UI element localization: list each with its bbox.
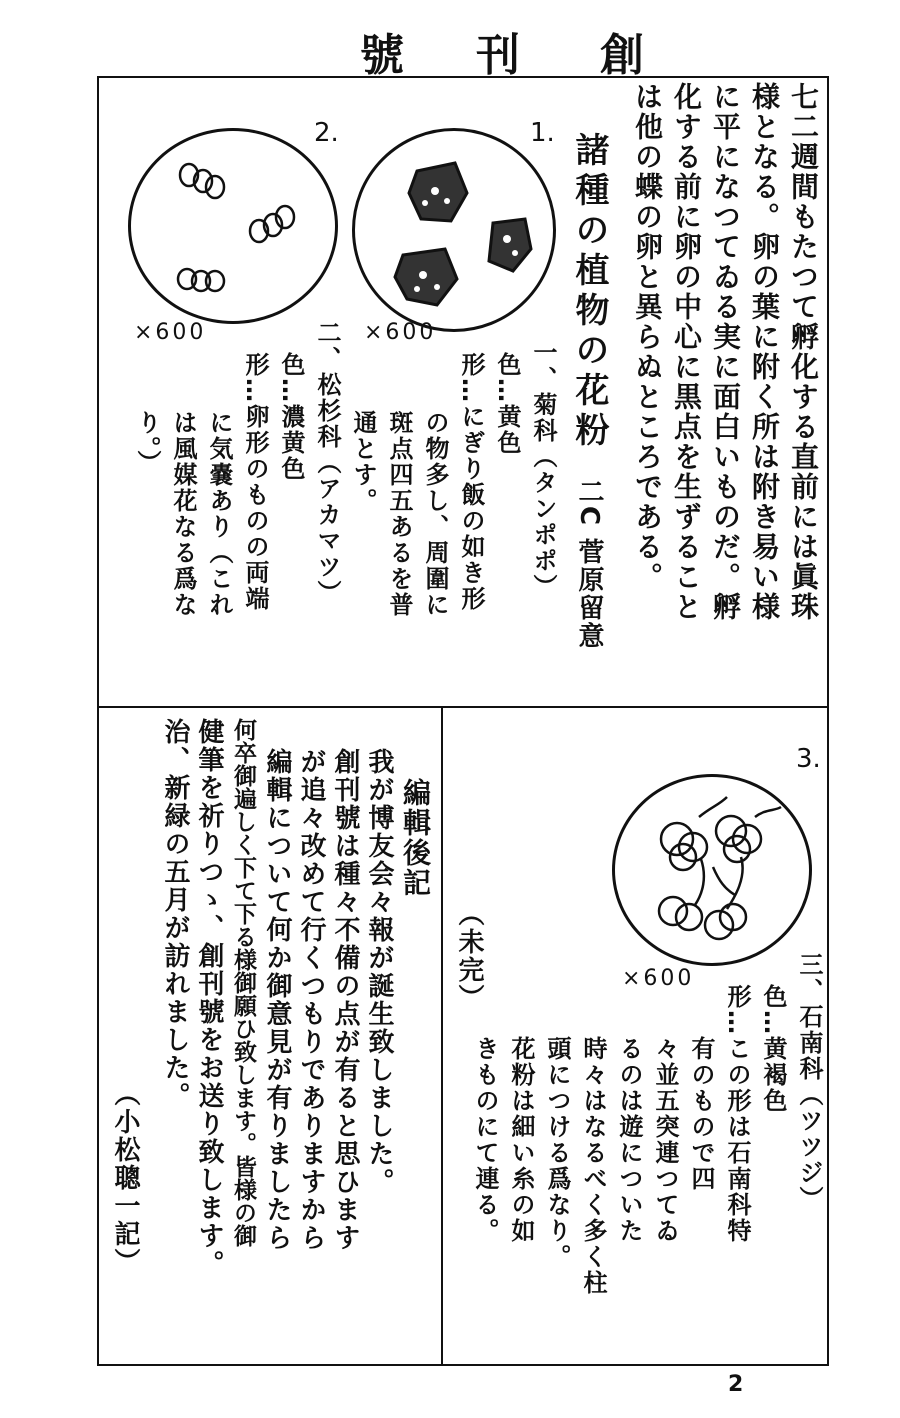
horizontal-divider bbox=[97, 706, 829, 708]
section1-heading: 一、菊科（タンポポ） bbox=[529, 340, 557, 600]
postscript-signature: （小松聰一記） bbox=[110, 1080, 140, 1276]
pollen-author: 二C 菅原留意 bbox=[574, 478, 604, 651]
postscript-col-6: 健筆を祈りつゝ、創刊號をお送り致します。 bbox=[194, 718, 224, 1278]
section3-shape-4: るのは遊についた bbox=[615, 1036, 643, 1244]
postscript-col-3: が追々改めて行くつもりでありますから bbox=[296, 748, 326, 1252]
section3-shape-7: 花粉は細い糸の如 bbox=[507, 1036, 535, 1244]
egg-text-col-4: 化する前に卵の中心に黒点を生ずること bbox=[670, 82, 703, 622]
postscript-col-7: 治、新緑の五月が訪れました。 bbox=[160, 718, 190, 1110]
header-char-3: 創 bbox=[600, 30, 644, 81]
section3-shape-5: 時々はなるべく多く柱 bbox=[579, 1036, 607, 1296]
postscript-col-4: 編輯について何か御意見が有りましたら bbox=[262, 748, 292, 1252]
section1-shape-4: 通とす。 bbox=[349, 410, 377, 514]
section2-shape-3: は風媒花なる爲な bbox=[169, 410, 197, 618]
postscript-col-2: 創刊號は種々不備の点が有ると思ひます bbox=[330, 748, 360, 1252]
section2-shape-1: 形…卵形のものの両端 bbox=[241, 352, 269, 612]
section3-shape-6: 頭につける爲なり。 bbox=[543, 1036, 571, 1270]
page-number: 2 bbox=[728, 1372, 744, 1397]
section2-shape-2: に気嚢あり（これ bbox=[205, 410, 233, 618]
egg-text-col-3: に平になつてゐる実に面白いものだ。孵 bbox=[709, 82, 742, 622]
section1-shape-3: 斑点四五あるを普 bbox=[385, 410, 413, 618]
section1-color: 色…黄色 bbox=[493, 352, 521, 456]
postscript-col-5: 何卒御遍しく下て下る様御願ひ致します。皆様の御 bbox=[230, 718, 256, 1247]
section2-shape-4: り。） bbox=[133, 410, 161, 476]
section2-color: 色…濃黄色 bbox=[277, 352, 305, 482]
vertical-divider bbox=[441, 706, 443, 1366]
figure3-pollen-drawing bbox=[615, 777, 809, 963]
section3-shape-3: 々並五突連つてゐ bbox=[651, 1036, 679, 1244]
figure3-circle bbox=[612, 774, 812, 966]
section3-color: 色…黄褐色 bbox=[759, 984, 787, 1114]
postscript-title: 編輯後記 bbox=[399, 778, 432, 898]
figure2-circle bbox=[128, 128, 338, 324]
header-char-2: 刊 bbox=[476, 30, 520, 81]
header-char-1: 號 bbox=[360, 30, 404, 81]
section3-shape-2: 有のもので四 bbox=[687, 1036, 715, 1192]
egg-text-col-5: は他の蝶の卵と異らぬところである。 bbox=[631, 82, 664, 592]
figure2-magnification: ×600 bbox=[134, 320, 207, 345]
section3-heading: 三、石南科（ツツジ） bbox=[795, 952, 823, 1212]
pollen-title: 諸種の植物の花粉 bbox=[569, 132, 609, 452]
unfinished-marker: （未完） bbox=[454, 900, 484, 1012]
figure1-magnification: ×600 bbox=[364, 320, 437, 345]
figure3-label: 3. bbox=[796, 744, 821, 774]
section3-shape-1: 形…この形は石南科特 bbox=[723, 984, 751, 1244]
figure3-magnification: ×600 bbox=[622, 966, 695, 991]
section3-shape-8: きものにて連る。 bbox=[471, 1036, 499, 1244]
figure1-pollen-drawing bbox=[355, 131, 553, 329]
egg-text-col-2: 様となる。卵の葉に附く所は附き易い様 bbox=[748, 82, 781, 622]
section1-shape-1: 形…にぎり飯の如き形 bbox=[457, 352, 485, 612]
section2-heading: 二、松杉科（アカマツ） bbox=[313, 320, 341, 606]
figure2-pollen-drawing bbox=[131, 131, 335, 321]
egg-text-col-1: 七二週間もたつて孵化する直前には眞珠 bbox=[787, 82, 820, 622]
figure1-label: 1. bbox=[530, 118, 555, 148]
figure2-label: 2. bbox=[314, 118, 339, 148]
section1-shape-2: の物多し、周圍に bbox=[421, 410, 449, 618]
postscript-col-1: 我が博友会々報が誕生致しました。 bbox=[364, 748, 394, 1196]
figure1-circle bbox=[352, 128, 556, 332]
